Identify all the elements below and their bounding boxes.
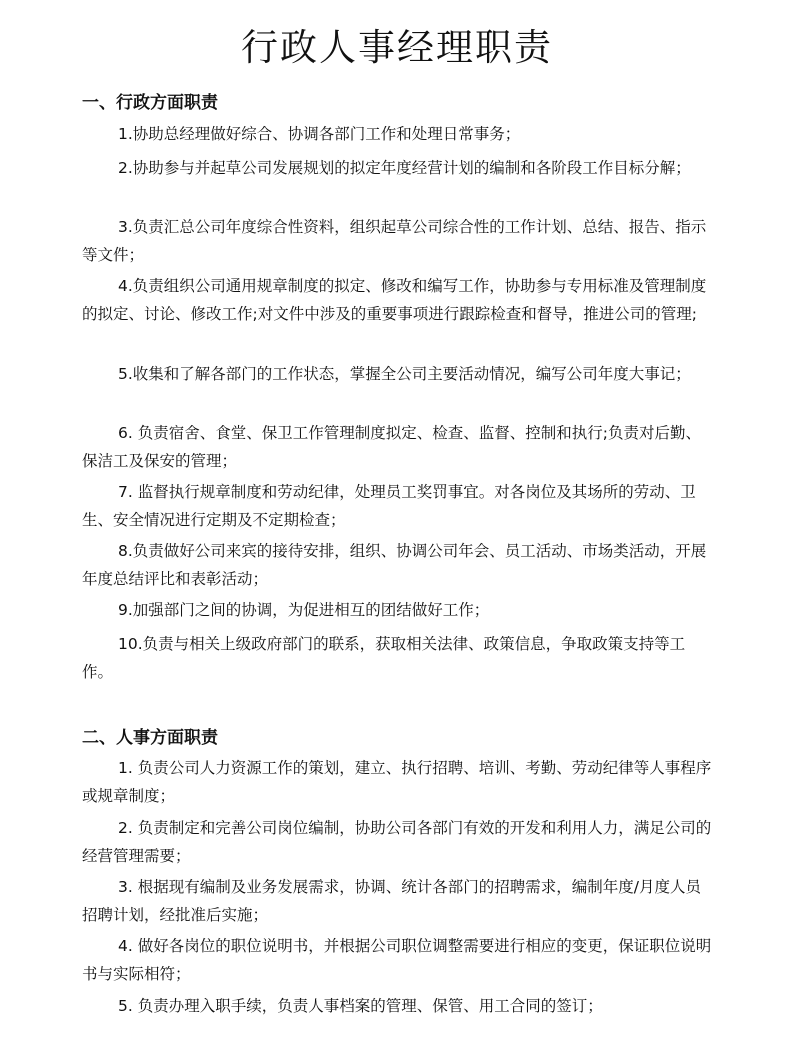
hr-item-5: 5. 负责办理入职手续，负责人事档案的管理、保管、用工合同的签订； bbox=[118, 997, 603, 1015]
hr-item-3: 3. 根据现有编制及业务发展需求，协调、统计各部门的招聘需求，编制年度/月度人员招聘计划，经批准后实施； bbox=[82, 878, 701, 924]
admin-item-6: 6. 负责宿舍、食堂、保卫工作管理制度拟定、检查、监督、控制和执行;负责对后勤、保洁工及保安的管理； bbox=[82, 424, 701, 470]
admin-item-3: 3.负责汇总公司年度综合性资料，组织起草公司综合性的工作计划、总结、报告、指示等文件； bbox=[82, 218, 707, 264]
admin-item-4: 4.负责组织公司通用规章制度的拟定、修改和编写工作，协助参与专用标准及管理制度的拟定、讨论、修改工作;对文件中涉及的重要事项进行跟踪检查和督导，推进公司的管理; bbox=[82, 277, 707, 323]
section-heading-hr: 二、人事方面职责 bbox=[82, 728, 218, 748]
admin-item-1: 1.协助总经理做好综合、协调各部门工作和处理日常事务； bbox=[118, 125, 521, 143]
admin-item-7: 7. 监督执行规章制度和劳动纪律，处理员工奖罚事宜。对各岗位及其场所的劳动、卫生、安全情况进行定期及不定期检查； bbox=[82, 483, 696, 529]
admin-item-9: 9.加强部门之间的协调，为促进相互的团结做好工作； bbox=[118, 601, 490, 619]
admin-item-5: 5.收集和了解各部门的工作状态，掌握全公司主要活动情况，编写公司年度大事记； bbox=[118, 365, 691, 383]
document-title: 行政人事经理职责 bbox=[241, 26, 553, 69]
hr-item-1: 1. 负责公司人力资源工作的策划，建立、执行招聘、培训、考勤、劳动纪律等人事程序或规章制度； bbox=[82, 759, 712, 805]
admin-item-2: 2.协助参与并起草公司发展规划的拟定年度经营计划的编制和各阶段工作目标分解； bbox=[118, 159, 691, 177]
hr-item-4: 4. 做好各岗位的职位说明书，并根据公司职位调整需要进行相应的变更，保证职位说明书与实际相符； bbox=[82, 937, 712, 983]
admin-item-10: 10.负责与相关上级政府部门的联系，获取相关法律、政策信息，争取政策支持等工作。 bbox=[82, 635, 686, 681]
hr-item-2: 2. 负责制定和完善公司岗位编制，协助公司各部门有效的开发和利用人力，满足公司的经营管理需要； bbox=[82, 819, 712, 865]
section-heading-admin: 一、行政方面职责 bbox=[82, 93, 218, 113]
admin-item-8: 8.负责做好公司来宾的接待安排，组织、协调公司年会、员工活动、市场类活动，开展年度总结评比和表彰活动； bbox=[82, 542, 707, 588]
